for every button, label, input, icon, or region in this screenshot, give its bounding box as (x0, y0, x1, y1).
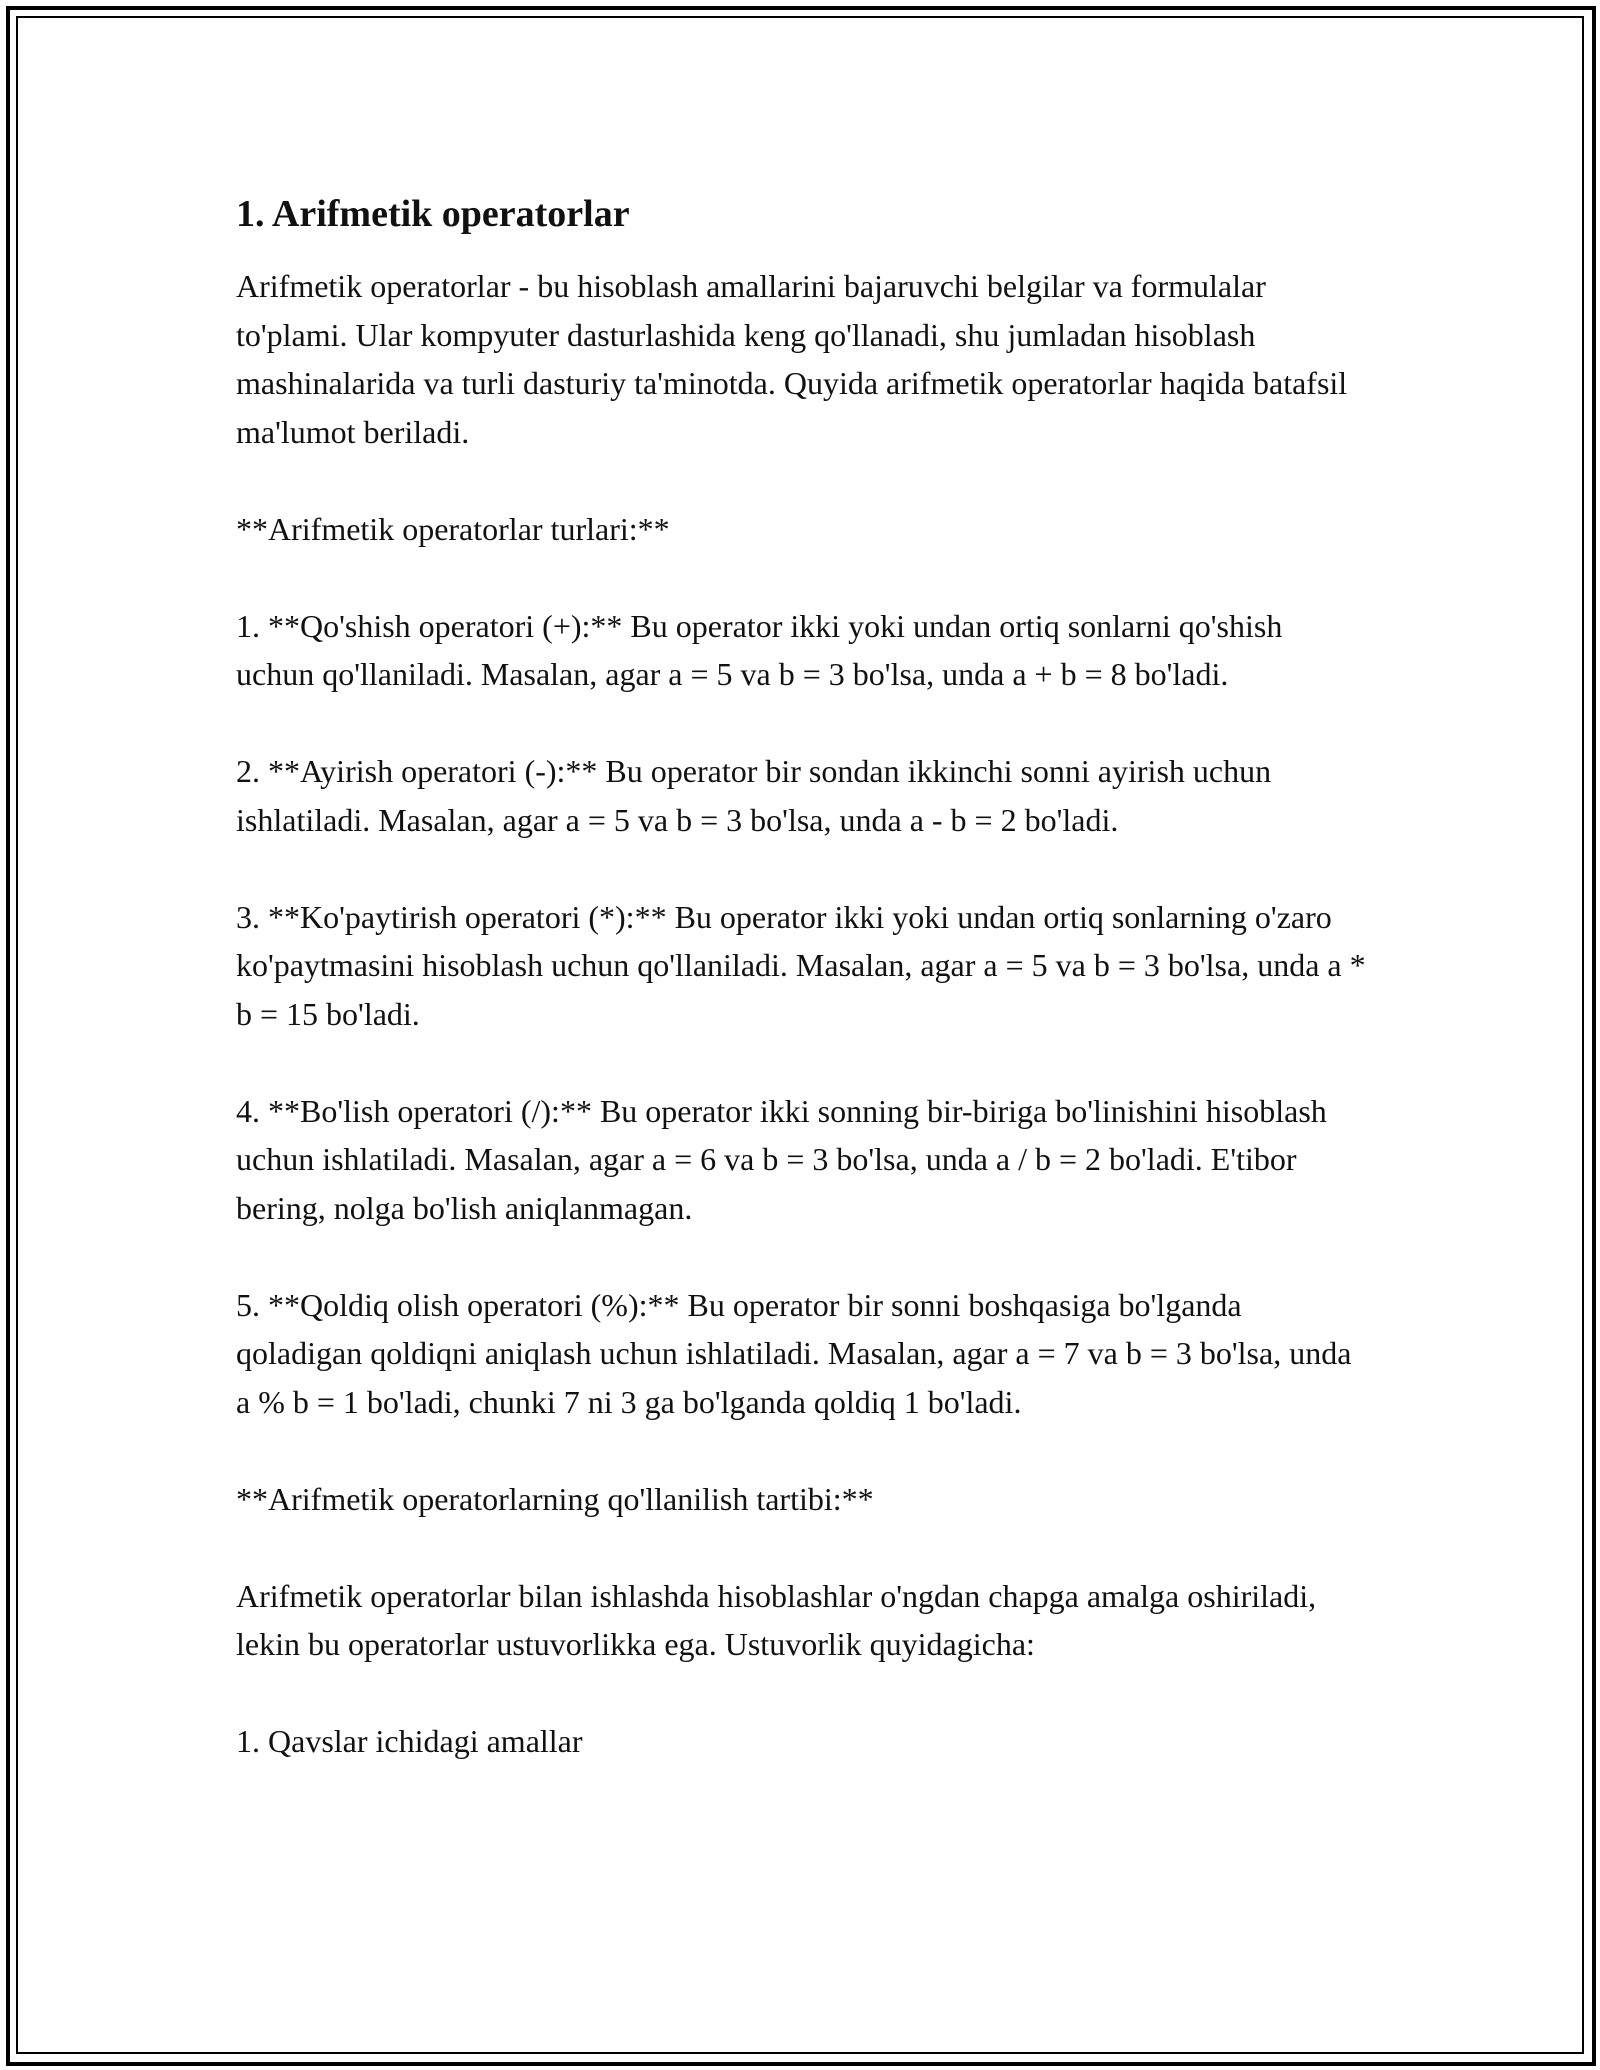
multiplication-operator-paragraph: 3. **Ko'paytirish operatori (*):** Bu operator ikki yoki undan ortiq sonlarning o'zaro ko'paytmasini hisoblash uchun qo'llaniladi. Masalan, agar a = 5 va b = 3 bo'lsa, unda a * b = 15 bo'ladi. (236, 898, 1366, 1032)
subtraction-operator-paragraph: 2. **Ayirish operatori (-):** Bu operator bir sondan ikkinchi sonni ayirish uchun ishlatiladi. Masalan, agar a = 5 va b = 3 bo'lsa, unda a - b = 2 bo'ladi. (236, 753, 1272, 838)
precedence-list-item: 1. Qavslar ichidagi amallar (236, 1723, 583, 1759)
addition-operator-paragraph: 1. **Qo'shish operatori (+):** Bu operator ikki yoki undan ortiq sonlarni qo'shish uchun qo'llaniladi. Masalan, agar a = 5 va b = 3 bo'lsa, unda a + b = 8 bo'ladi. (236, 607, 1283, 692)
intro-paragraph: Arifmetik operatorlar - bu hisoblash amallarini bajaruvchi belgilar va formulalar to'plami. Ular kompyuter dasturlashida keng qo'llanadi, shu jumladan hisoblash mashinalarida va turli dasturiy ta'minotda. Quyida arifmetik operatorlar haqida batafsil ma'lumot beriladi. (236, 268, 1348, 450)
section-heading: 1. Arifmetik operatorlar (236, 193, 630, 235)
modulo-operator-paragraph: 5. **Qoldiq olish operatori (%):** Bu operator bir sonni boshqasiga bo'lganda qoladigan qoldiqni aniqlash uchun ishlatiladi. Masalan, agar a = 7 va b = 3 bo'lsa, unda a % b = 1 bo'ladi, chunki 7 ni 3 ga bo'lganda qoldiq 1 bo'ladi. (236, 1286, 1352, 1420)
operator-types-title: **Arifmetik operatorlar turlari:** (236, 510, 670, 547)
precedence-paragraph: Arifmetik operatorlar bilan ishlashda hisoblashlar o'ngdan chapga amalga oshiriladi, lekin bu operatorlar ustuvorlikka ega. Ustuvorlik quyidagicha: (236, 1577, 1317, 1662)
division-operator-paragraph: 4. **Bo'lish operatori (/):** Bu operator ikki sonning bir-biriga bo'linishini hisoblash uchun ishlatiladi. Masalan, agar a = 6 va b = 3 bo'lsa, unda a / b = 2 bo'ladi. E'tibor bering, nolga bo'lish aniqlanmagan. (236, 1092, 1327, 1226)
precedence-title: **Arifmetik operatorlarning qo'llanilish tartibi:** (236, 1480, 874, 1517)
document-body (236, 188, 1366, 1766)
